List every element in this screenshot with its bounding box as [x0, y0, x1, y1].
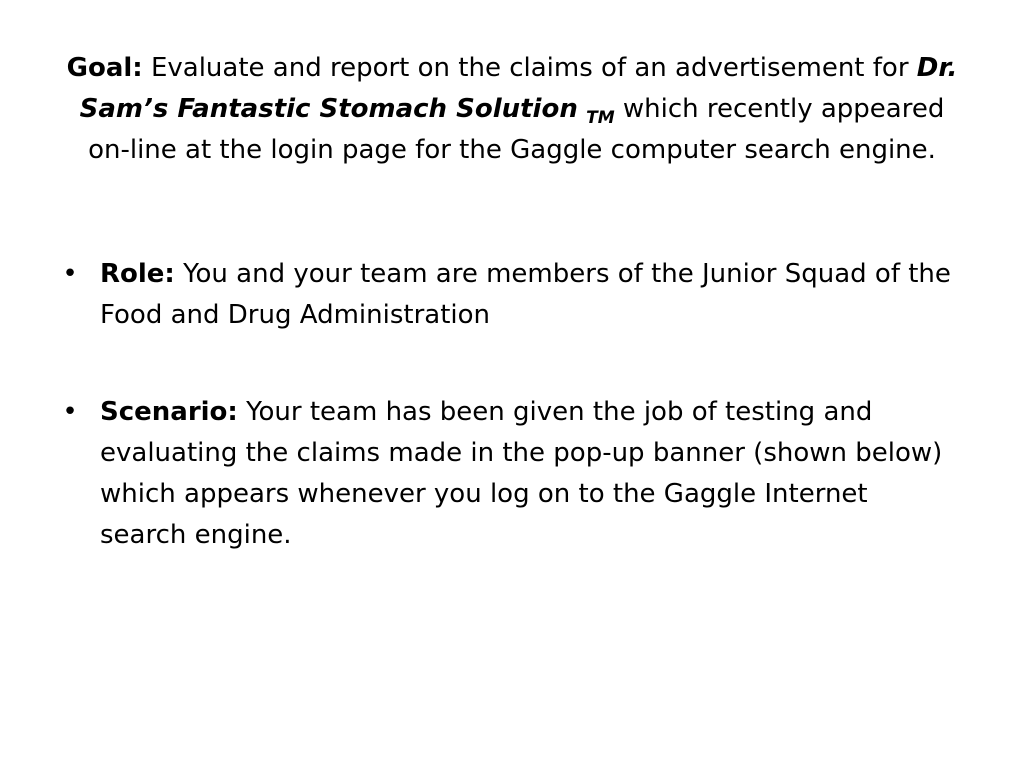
bullet-marker: •: [62, 259, 78, 289]
product-name: Dr. Sam’s Fantastic Stomach Solution: [79, 53, 958, 124]
trademark-mark: TM: [586, 108, 615, 128]
goal-paragraph: [60, 48, 964, 171]
role-label: Role:: [100, 259, 175, 289]
goal-text-after: which recently appeared on-line at the login page for the Gaggle computer search engine.: [88, 94, 945, 165]
bullet-marker: •: [62, 397, 78, 427]
goal-text-before: Evaluate and report on the claims of an advertisement for: [142, 53, 917, 83]
scenario-label: Scenario:: [100, 397, 238, 427]
role-text: You and your team are members of the Junior Squad of the Food and Drug Administration: [100, 259, 951, 330]
goal-label: Goal:: [66, 53, 143, 83]
bullet-scenario: [60, 392, 960, 556]
bullet-list: [60, 254, 960, 612]
scenario-text: Your team has been given the job of testing and evaluating the claims made in the pop-up banner (shown below) which appears whenever you log on to the Gaggle Internet search engine.: [100, 397, 943, 550]
bullet-role: [60, 254, 960, 336]
